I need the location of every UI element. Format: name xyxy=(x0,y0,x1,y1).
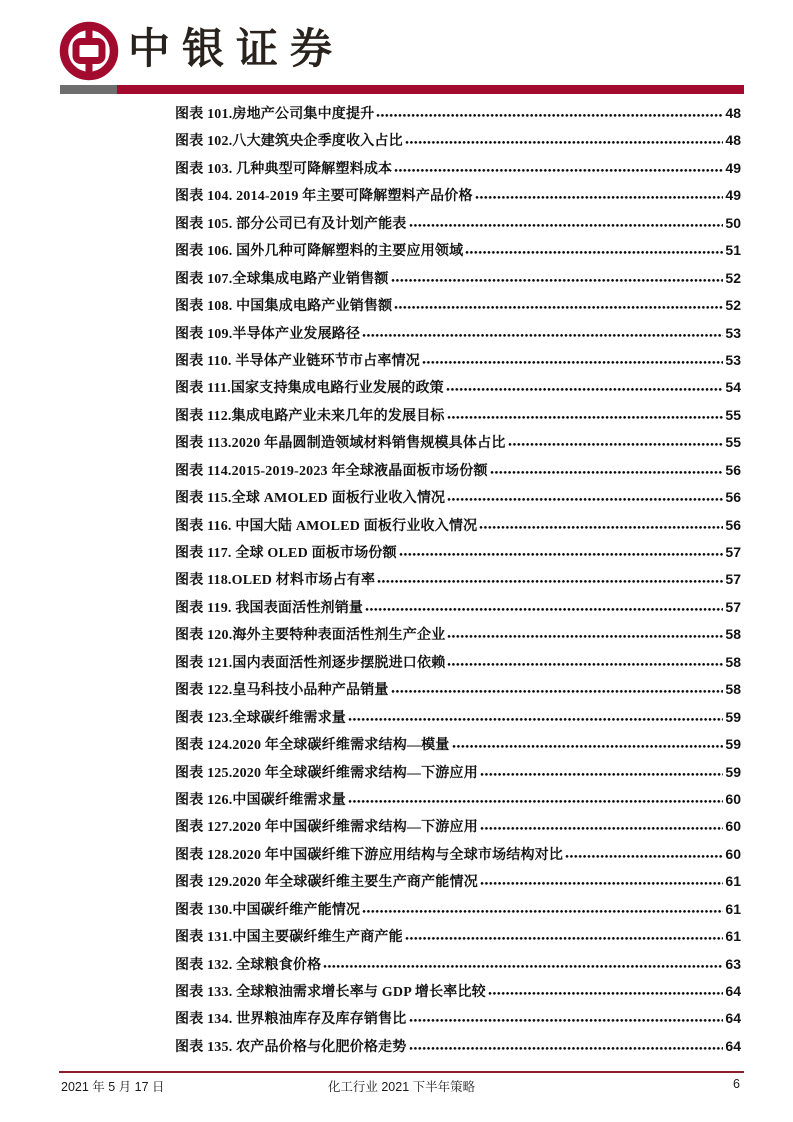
toc-entry-page: 57 xyxy=(725,571,741,588)
brand-title: 中银证券 xyxy=(128,27,345,73)
toc-entry-label: 图表 129.2020 年全球碳纤维主要生产商产能情况 xyxy=(175,875,478,891)
toc-entry-label: 图表 120.海外主要特种表面活性剂生产企业 xyxy=(175,628,446,644)
toc-entry-page: 56 xyxy=(725,516,741,533)
dot-leader xyxy=(409,1046,724,1051)
toc-entry[interactable] xyxy=(175,871,741,898)
toc-entry-label: 图表 130.中国碳纤维产能情况 xyxy=(175,902,361,918)
toc-entry[interactable] xyxy=(175,268,741,295)
toc-entry-page: 54 xyxy=(725,379,741,396)
toc-entry-page: 56 xyxy=(725,489,741,506)
toc-entry-label: 图表 133. 全球粮油需求增长率与 GDP 增长率比较 xyxy=(175,985,486,1000)
toc-entry[interactable] xyxy=(175,377,741,404)
toc-entry[interactable] xyxy=(175,542,741,569)
toc-entry[interactable] xyxy=(175,816,741,843)
dot-leader xyxy=(422,360,723,365)
toc-entry-label: 图表 135. 农产品价格与化肥价格走势 xyxy=(175,1039,407,1055)
dot-leader xyxy=(475,195,724,200)
footer-report-title: 化工行业 2021 下半年策略 xyxy=(327,1080,476,1094)
toc-entry-page: 52 xyxy=(725,297,741,314)
dot-leader xyxy=(405,140,724,145)
divider-red-segment xyxy=(117,85,744,94)
toc-entry-page: 61 xyxy=(725,928,741,945)
toc-entry-label: 图表 131.中国主要碳纤维生产商产能 xyxy=(175,930,403,946)
toc-entry[interactable] xyxy=(175,405,741,432)
toc-entry-label: 图表 107.全球集成电路产业销售额 xyxy=(175,271,389,287)
dot-leader xyxy=(365,607,723,612)
toc-entry[interactable] xyxy=(175,926,741,953)
toc-entry[interactable] xyxy=(175,158,741,185)
header-divider-bar xyxy=(60,85,744,94)
toc-entry[interactable] xyxy=(175,734,741,761)
toc-entry-label: 图表 127.2020 年中国碳纤维需求结构—下游应用 xyxy=(175,820,478,836)
toc-entry-page: 49 xyxy=(725,187,741,204)
dot-leader xyxy=(446,387,724,392)
toc-entry[interactable] xyxy=(175,103,741,130)
toc-entry-page: 64 xyxy=(725,983,741,999)
dot-leader xyxy=(447,662,723,667)
toc-entry-page: 58 xyxy=(725,653,741,670)
toc-entry-label: 图表 112.集成电路产业未来几年的发展目标 xyxy=(175,408,445,424)
toc-entry[interactable] xyxy=(175,707,741,734)
footer xyxy=(59,1077,744,1095)
dot-leader xyxy=(447,415,724,420)
dot-leader xyxy=(409,1018,724,1023)
toc-entry-page: 48 xyxy=(725,105,741,121)
toc-entry-label: 图表 117. 全球 OLED 面板市场份额 xyxy=(175,546,397,561)
toc-entry-page: 60 xyxy=(725,845,741,862)
dot-leader xyxy=(480,826,724,831)
dot-leader xyxy=(465,250,723,255)
toc-entry-label: 图表 104. 2014-2019 年主要可降解塑料产品价格 xyxy=(175,189,473,205)
dot-leader xyxy=(565,854,723,859)
dot-leader xyxy=(391,689,724,694)
dot-leader xyxy=(399,552,724,557)
dot-leader xyxy=(348,717,723,722)
footer-divider-line xyxy=(59,1071,744,1073)
toc-entry-label: 图表 128.2020 年中国碳纤维下游应用结构与全球市场结构对比 xyxy=(175,847,564,863)
toc-entry-page: 50 xyxy=(725,214,741,231)
dot-leader xyxy=(409,223,724,228)
toc-entry-page: 57 xyxy=(725,598,741,615)
dot-leader xyxy=(362,333,723,338)
toc-entry[interactable] xyxy=(175,954,741,981)
toc-entry-label: 图表 134. 世界粮油库存及库存销售比 xyxy=(175,1012,407,1028)
toc-entry-label: 图表 110. 半导体产业链环节市占率情况 xyxy=(175,353,420,369)
toc-entry-label: 图表 119. 我国表面活性剂销量 xyxy=(175,600,364,616)
toc-entry-label: 图表 125.2020 年全球碳纤维需求结构—下游应用 xyxy=(175,765,478,781)
dot-leader xyxy=(323,964,723,969)
toc-entry-label: 图表 116. 中国大陆 AMOLED 面板行业收入情况 xyxy=(175,518,478,534)
toc-entry-page: 63 xyxy=(725,955,741,972)
toc-entry[interactable] xyxy=(175,323,741,350)
dot-leader xyxy=(452,744,724,749)
toc-entry-page: 61 xyxy=(725,900,741,917)
dot-leader xyxy=(480,772,724,777)
toc-entry-page: 59 xyxy=(725,708,741,725)
toc-entry[interactable] xyxy=(175,295,741,322)
dot-leader xyxy=(394,305,723,310)
dot-leader xyxy=(479,525,723,530)
toc-entry-page: 61 xyxy=(725,873,741,890)
toc-entry-page: 58 xyxy=(725,626,741,643)
toc-entry-page: 64 xyxy=(725,1010,741,1027)
toc-entry[interactable] xyxy=(175,981,741,1008)
toc-entry-page: 64 xyxy=(725,1037,741,1054)
toc-entry-label: 图表 114.2015-2019-2023 年全球液晶面板市场份额 xyxy=(175,463,488,479)
toc-entry[interactable] xyxy=(175,624,741,651)
toc-entry-label: 图表 126.中国碳纤维需求量 xyxy=(175,792,346,808)
toc-entry-label: 图表 102.八大建筑央企季度收入占比 xyxy=(175,134,403,150)
toc-entry[interactable] xyxy=(175,569,741,596)
toc-entry-label: 图表 132. 全球粮食价格 xyxy=(175,957,322,973)
toc-entry-label: 图表 109.半导体产业发展路径 xyxy=(175,326,361,342)
toc-entry[interactable] xyxy=(175,597,741,624)
toc-entry[interactable] xyxy=(175,679,741,706)
toc-entry-label: 图表 123.全球碳纤维需求量 xyxy=(175,710,346,726)
toc-entry-page: 53 xyxy=(725,324,741,341)
dot-leader xyxy=(508,442,724,447)
toc-entry-page: 55 xyxy=(725,406,741,423)
toc-entry[interactable] xyxy=(175,515,741,542)
toc-entry-label: 图表 124.2020 年全球碳纤维需求结构—模量 xyxy=(175,738,450,754)
toc-entry-label: 图表 101.房地产公司集中度提升 xyxy=(175,107,375,122)
toc-entry-label: 图表 113.2020 年晶圆制造领域材料销售规模具体占比 xyxy=(175,436,506,452)
toc-entry[interactable] xyxy=(175,762,741,789)
toc-entry[interactable] xyxy=(175,432,741,459)
dot-leader xyxy=(447,497,723,502)
toc-entry-page: 48 xyxy=(725,132,741,149)
toc-entry-label: 图表 103. 几种典型可降解塑料成本 xyxy=(175,161,393,177)
toc-entry[interactable] xyxy=(175,213,741,240)
dot-leader xyxy=(376,113,723,118)
toc-entry-label: 图表 108. 中国集成电路产业销售额 xyxy=(175,299,393,315)
toc-entry[interactable] xyxy=(175,130,741,157)
toc-entry-page: 57 xyxy=(725,544,741,560)
toc-entry-label: 图表 106. 国外几种可降解塑料的主要应用领域 xyxy=(175,244,464,260)
toc-entry[interactable] xyxy=(175,487,741,514)
toc-entry-page: 51 xyxy=(725,242,741,259)
toc-entry[interactable] xyxy=(175,350,741,377)
bank-of-china-logo-icon xyxy=(59,21,119,81)
dot-leader xyxy=(362,909,723,914)
dot-leader xyxy=(394,168,723,173)
toc-entry-page: 59 xyxy=(725,763,741,780)
toc-entry[interactable] xyxy=(175,652,741,679)
toc-entry-label: 图表 115.全球 AMOLED 面板行业收入情况 xyxy=(175,491,446,507)
toc-entry[interactable] xyxy=(175,240,741,267)
toc-entry-page: 52 xyxy=(725,269,741,286)
dot-leader xyxy=(488,991,724,996)
toc-entry[interactable] xyxy=(175,460,741,487)
toc-entry-page: 56 xyxy=(725,461,741,478)
dot-leader xyxy=(447,634,723,639)
dot-leader xyxy=(391,278,724,283)
toc-entry-label: 图表 111.国家支持集成电路行业发展的政策 xyxy=(175,381,444,397)
dot-leader xyxy=(348,799,723,804)
toc-entry-page: 60 xyxy=(725,818,741,835)
toc-entry-page: 53 xyxy=(725,351,741,368)
toc-entry[interactable] xyxy=(175,899,741,926)
toc-entry[interactable] xyxy=(175,185,741,212)
toc-entry-label: 图表 105. 部分公司已有及计划产能表 xyxy=(175,216,407,232)
toc-entry-page: 49 xyxy=(725,159,741,176)
toc-entry[interactable] xyxy=(175,1008,741,1035)
toc-entry-page: 58 xyxy=(725,681,741,698)
divider-gray-segment xyxy=(60,85,117,94)
toc-list xyxy=(175,103,741,1063)
dot-leader xyxy=(480,881,724,886)
toc-entry-page: 55 xyxy=(725,434,741,451)
toc-entry-label: 图表 122.皇马科技小品种产品销量 xyxy=(175,683,389,699)
toc-entry[interactable] xyxy=(175,789,741,816)
toc-entry-label: 图表 121.国内表面活性剂逐步摆脱进口依赖 xyxy=(175,655,446,671)
dot-leader xyxy=(405,936,724,941)
toc-entry-label: 图表 118.OLED 材料市场占有率 xyxy=(175,573,376,589)
toc-entry[interactable] xyxy=(175,1036,741,1063)
toc-entry[interactable] xyxy=(175,844,741,871)
footer-date: 2021 年 5 月 17 日 xyxy=(61,1080,165,1094)
dot-leader xyxy=(377,579,723,584)
toc-entry-page: 60 xyxy=(725,790,741,807)
dot-leader xyxy=(490,470,724,475)
toc-entry-page: 59 xyxy=(725,736,741,753)
footer-page-number: 6 xyxy=(733,1077,740,1091)
